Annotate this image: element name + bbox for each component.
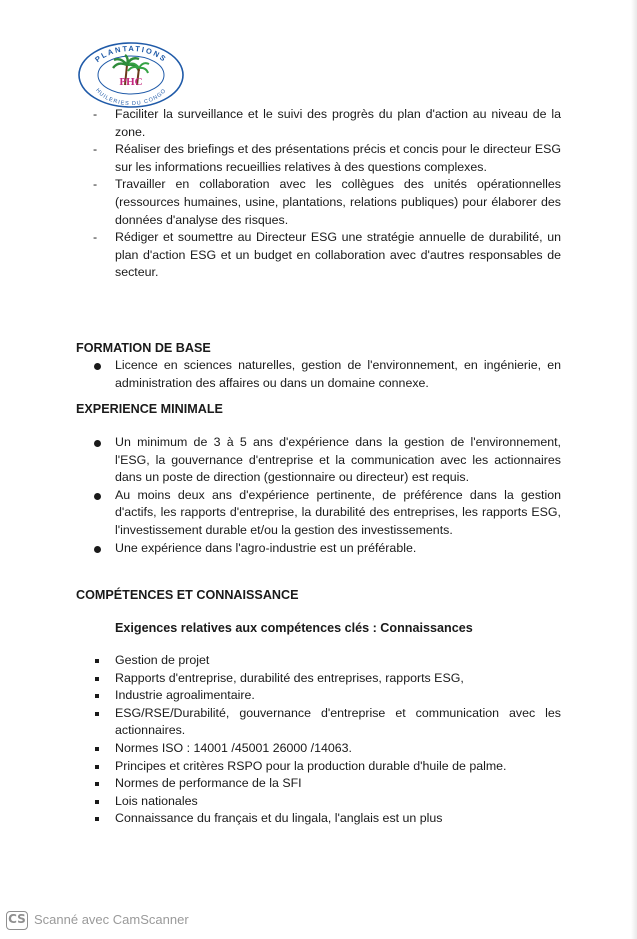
list-item: ESG/RSE/Durabilité, gouvernance d'entreprise et communication avec les actionnaires.: [95, 705, 561, 740]
camscanner-icon: CS: [6, 911, 28, 930]
list-item: Industrie agroalimentaire.: [95, 687, 561, 705]
list-item: - Rédiger et soumettre au Directeur ESG une stratégie annuelle de durabilité, un plan d'action ESG et un budget en collaboration avec d'autres responsables de secteur.: [93, 230, 561, 280]
competences-subheading: Exigences relatives aux compétences clés : Connaissances: [115, 621, 473, 635]
square-bullet-icon: [95, 817, 99, 821]
square-bullet-icon: [95, 694, 99, 698]
camscanner-watermark: [6, 908, 189, 932]
square-bullet-icon: [95, 782, 99, 786]
square-bullet-icon: [95, 659, 99, 663]
list-item: Gestion de projet: [95, 652, 561, 670]
bullet-icon: [94, 440, 101, 447]
experience-list: [94, 434, 561, 557]
list-item: Une expérience dans l'agro-industrie est un préférable.: [94, 540, 561, 558]
list-item: Un minimum de 3 à 5 ans d'expérience dans la gestion de l'environnement, l'ESG, la gouvernance d'entreprise et la communication avec les actionnaires dans un poste de direction (gestionnaire ou directeur) est requis.: [94, 434, 561, 487]
list-item: Connaissance du français et du lingala, l'anglais est un plus: [95, 810, 561, 828]
dash-marker: -: [93, 142, 98, 157]
square-bullet-icon: [95, 800, 99, 804]
bullet-icon: [94, 363, 101, 370]
list-item: Principes et critères RSPO pour la production durable d'huile de palme.: [95, 758, 561, 776]
square-bullet-icon: [95, 712, 99, 716]
dash-marker: -: [93, 107, 98, 121]
competences-list: [95, 652, 561, 828]
square-bullet-icon: [95, 765, 99, 769]
list-item: Rapports d'entreprise, durabilité des entreprises, rapports ESG,: [95, 670, 561, 688]
page-edge: [631, 0, 637, 939]
watermark-text: Scanné avec CamScanner: [34, 912, 189, 928]
square-bullet-icon: [95, 677, 99, 681]
list-item: Au moins deux ans d'expérience pertinente, de préférence dans la gestion d'actifs, les rapports d'entreprise, la durabilité des entreprises, les rapports ESG, l'investissement durable et/ou la gestion des investissements.: [94, 487, 561, 540]
company-logo: [77, 41, 185, 109]
experience-heading: EXPERIENCE MINIMALE: [76, 402, 223, 416]
svg-text:HUILERIES DU CONGO: HUILERIES DU CONGO: [94, 87, 168, 108]
list-item: - Travailler en collaboration avec les collègues des unités opérationnelles (ressources humaines, usine, plantations, relations publiques) pour élaborer des données d'analyse des risques.: [93, 177, 561, 227]
bullet-icon: [94, 493, 101, 500]
formation-heading: FORMATION DE BASE: [76, 341, 211, 355]
responsibilities-list: [93, 106, 561, 282]
list-item: Lois nationales: [95, 793, 561, 811]
dash-marker: -: [93, 230, 98, 245]
list-item: Normes ISO : 14001 /45001 26000 /14063.: [95, 740, 561, 758]
competences-heading: COMPÉTENCES ET CONNAISSANCE: [76, 588, 299, 602]
svg-text:PHC: PHC: [119, 76, 143, 88]
list-item: - Faciliter la surveillance et le suivi des progrès du plan d'action au niveau de la zone.: [93, 107, 561, 139]
svg-text:PLANTATIONS: PLANTATIONS: [93, 43, 169, 65]
list-item: Normes de performance de la SFI: [95, 775, 561, 793]
dash-marker: -: [93, 177, 98, 192]
list-item: - Réaliser des briefings et des présentations précis et concis pour le directeur ESG sur les informations recueillies relatives à des questions complexes.: [93, 142, 561, 174]
list-item: Licence en sciences naturelles, gestion de l'environnement, en ingénierie, en administration des affaires ou dans un domaine connexe.: [94, 357, 561, 392]
formation-list: [94, 357, 561, 392]
square-bullet-icon: [95, 747, 99, 751]
bullet-icon: [94, 546, 101, 553]
